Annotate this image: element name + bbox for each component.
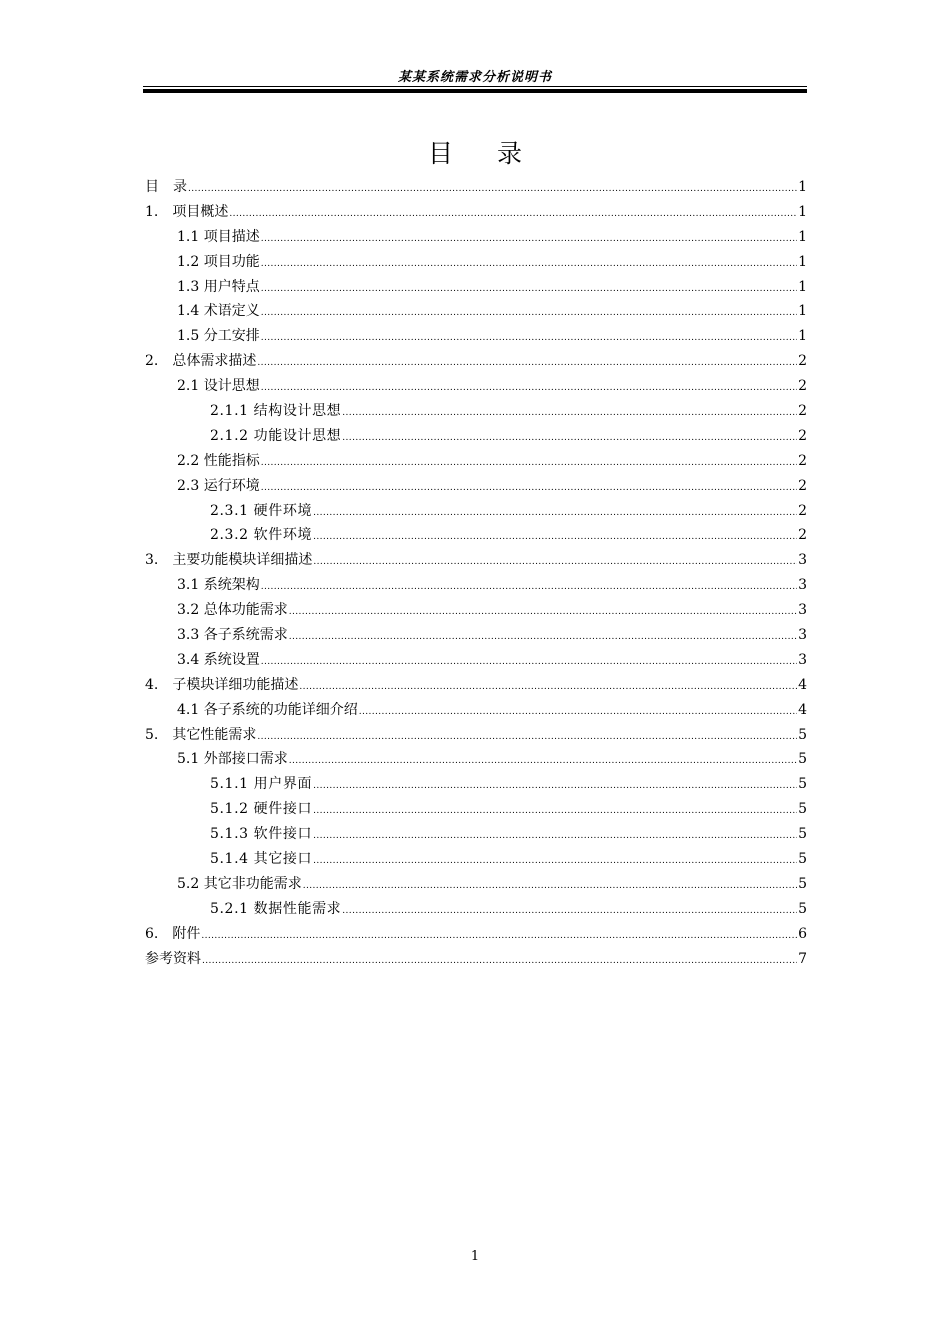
toc-entry-page: 3 — [798, 651, 807, 668]
toc-entry-page: 2 — [798, 502, 807, 519]
toc-entry-text: 5.2 其它非功能需求 — [177, 875, 302, 892]
toc-entry-page: 1 — [798, 228, 807, 245]
toc-dot-leader — [299, 673, 797, 700]
toc-entry-page: 5 — [798, 751, 807, 768]
toc-dot-leader — [313, 847, 797, 874]
toc-entry-page: 5 — [798, 776, 807, 793]
table-of-contents — [143, 175, 807, 972]
toc-dot-leader — [257, 349, 797, 376]
toc-dot-leader — [313, 772, 797, 799]
toc-entry-page: 4 — [798, 701, 807, 718]
toc-dot-leader — [261, 573, 797, 600]
toc-entry-text: 5.1.3 软件接口 — [210, 826, 313, 843]
toc-entry-text: 3.4 系统设置 — [177, 651, 260, 668]
page-header-title: 某某系统需求分析说明书 — [397, 70, 552, 85]
toc-entry[interactable] — [143, 200, 807, 225]
toc-entry[interactable] — [143, 474, 807, 499]
toc-dot-leader — [261, 324, 797, 351]
toc-entry[interactable] — [143, 175, 807, 200]
toc-entry[interactable] — [143, 747, 807, 772]
toc-dot-leader — [303, 872, 797, 899]
toc-dot-leader — [261, 250, 797, 277]
toc-entry[interactable] — [143, 548, 807, 573]
toc-entry[interactable] — [143, 648, 807, 673]
toc-entry[interactable] — [143, 922, 807, 947]
toc-dot-leader — [261, 474, 797, 501]
toc-entry-page: 2 — [798, 353, 807, 370]
toc-dot-leader — [201, 922, 797, 949]
toc-entry[interactable] — [143, 424, 807, 449]
toc-entry-text: 5. 其它性能需求 — [145, 726, 257, 743]
toc-entry-page: 3 — [798, 602, 807, 619]
toc-entry-text: 1.5 分工安排 — [177, 328, 260, 345]
toc-entry-text: 参考资料 — [145, 950, 201, 967]
toc-entry-text: 2.3.2 软件环境 — [210, 527, 313, 544]
toc-entry-text: 1. 项目概述 — [145, 203, 229, 220]
toc-entry[interactable] — [143, 698, 807, 723]
toc-entry-text: 3.3 各子系统需求 — [177, 627, 288, 644]
toc-entry-page: 1 — [798, 203, 807, 220]
toc-entry-text: 5.1 外部接口需求 — [177, 751, 288, 768]
toc-entry[interactable] — [143, 598, 807, 623]
toc-entry[interactable] — [143, 723, 807, 748]
toc-entry-text: 2.1 设计思想 — [177, 378, 260, 395]
toc-entry[interactable] — [143, 299, 807, 324]
toc-dot-leader — [289, 598, 797, 625]
toc-dot-leader — [261, 648, 797, 675]
toc-entry[interactable] — [143, 324, 807, 349]
toc-entry-text: 1.1 项目描述 — [177, 228, 260, 245]
toc-entry[interactable] — [143, 797, 807, 822]
toc-entry-page: 5 — [798, 875, 807, 892]
toc-entry[interactable] — [143, 449, 807, 474]
toc-entry[interactable] — [143, 772, 807, 797]
toc-entry-text: 1.4 术语定义 — [177, 303, 260, 320]
toc-entry[interactable] — [143, 225, 807, 250]
toc-entry-text: 2.1.1 结构设计思想 — [210, 403, 342, 420]
toc-entry-text: 4. 子模块详细功能描述 — [145, 676, 299, 693]
toc-entry-page: 1 — [798, 278, 807, 295]
toc-entry-page: 2 — [798, 477, 807, 494]
toc-dot-leader — [313, 797, 797, 824]
toc-entry-page: 2 — [798, 452, 807, 469]
header-rule-thin — [143, 86, 807, 87]
toc-dot-leader — [289, 747, 797, 774]
toc-dot-leader — [342, 399, 797, 426]
toc-entry[interactable] — [143, 349, 807, 374]
toc-entry-text: 3.2 总体功能需求 — [177, 602, 288, 619]
header-rule-thick — [143, 89, 807, 93]
toc-dot-leader — [313, 548, 797, 575]
toc-entry-page: 1 — [798, 253, 807, 270]
toc-entry-text: 5.2.1 数据性能需求 — [210, 900, 342, 917]
toc-dot-leader — [313, 499, 797, 526]
toc-entry-text: 6. 附件 — [145, 925, 201, 942]
toc-entry-page: 4 — [798, 676, 807, 693]
toc-entry[interactable] — [143, 673, 807, 698]
toc-dot-leader — [313, 523, 797, 550]
toc-entry-page: 5 — [798, 726, 807, 743]
toc-entry-text: 1.2 项目功能 — [177, 253, 260, 270]
toc-entry[interactable] — [143, 399, 807, 424]
toc-entry-text: 4.1 各子系统的功能详细介绍 — [177, 701, 358, 718]
toc-entry-page: 2 — [798, 527, 807, 544]
toc-dot-leader — [261, 374, 797, 401]
toc-title: 目 录 — [428, 139, 540, 168]
toc-dot-leader — [359, 698, 797, 725]
toc-entry-page: 1 — [798, 303, 807, 320]
toc-entry[interactable] — [143, 947, 807, 972]
toc-entry[interactable] — [143, 523, 807, 548]
toc-dot-leader — [261, 449, 797, 476]
toc-dot-leader — [342, 424, 797, 451]
page-number: 1 — [470, 1249, 480, 1264]
toc-dot-leader — [229, 200, 797, 227]
toc-entry-text: 1.3 用户特点 — [177, 278, 260, 295]
toc-entry-page: 5 — [798, 851, 807, 868]
toc-dot-leader — [313, 822, 797, 849]
toc-entry-text: 2.2 性能指标 — [177, 452, 260, 469]
toc-entry-text: 3. 主要功能模块详细描述 — [145, 552, 313, 569]
toc-entry[interactable] — [143, 374, 807, 399]
toc-dot-leader — [188, 175, 797, 202]
toc-entry-text: 5.1.2 硬件接口 — [210, 801, 313, 818]
toc-entry[interactable] — [143, 822, 807, 847]
toc-entry[interactable] — [143, 573, 807, 598]
toc-entry-page: 3 — [798, 627, 807, 644]
toc-entry[interactable] — [143, 872, 807, 897]
toc-dot-leader — [261, 225, 797, 252]
toc-entry[interactable] — [143, 499, 807, 524]
toc-dot-leader — [257, 723, 797, 750]
toc-entry-text: 2.3 运行环境 — [177, 477, 260, 494]
toc-entry-page: 5 — [798, 801, 807, 818]
toc-entry[interactable] — [143, 275, 807, 300]
toc-entry-text: 目 录 — [145, 179, 187, 195]
toc-entry-page: 2 — [798, 378, 807, 395]
toc-entry-page: 2 — [798, 427, 807, 444]
toc-entry[interactable] — [143, 250, 807, 275]
toc-entry-page: 1 — [798, 328, 807, 345]
toc-entry-text: 5.1.4 其它接口 — [210, 851, 313, 868]
toc-entry-text: 5.1.1 用户界面 — [210, 776, 313, 793]
toc-entry-page: 7 — [798, 950, 807, 967]
toc-entry-page: 6 — [798, 925, 807, 942]
toc-entry-page: 3 — [798, 577, 807, 594]
toc-dot-leader — [261, 275, 797, 302]
toc-entry-page: 5 — [798, 826, 807, 843]
toc-dot-leader — [289, 623, 797, 650]
toc-entry-text: 2.1.2 功能设计思想 — [210, 427, 342, 444]
toc-entry-page: 1 — [798, 179, 807, 195]
toc-dot-leader — [342, 897, 797, 924]
toc-entry-text: 3.1 系统架构 — [177, 577, 260, 594]
toc-dot-leader — [261, 299, 797, 326]
toc-entry[interactable] — [143, 847, 807, 872]
toc-dot-leader — [202, 947, 797, 974]
toc-entry-text: 2. 总体需求描述 — [145, 353, 257, 370]
toc-entry-text: 2.3.1 硬件环境 — [210, 502, 313, 519]
toc-entry-page: 3 — [798, 552, 807, 569]
toc-entry-page: 5 — [798, 900, 807, 917]
toc-entry[interactable] — [143, 897, 807, 922]
toc-entry[interactable] — [143, 623, 807, 648]
toc-entry-page: 2 — [798, 403, 807, 420]
